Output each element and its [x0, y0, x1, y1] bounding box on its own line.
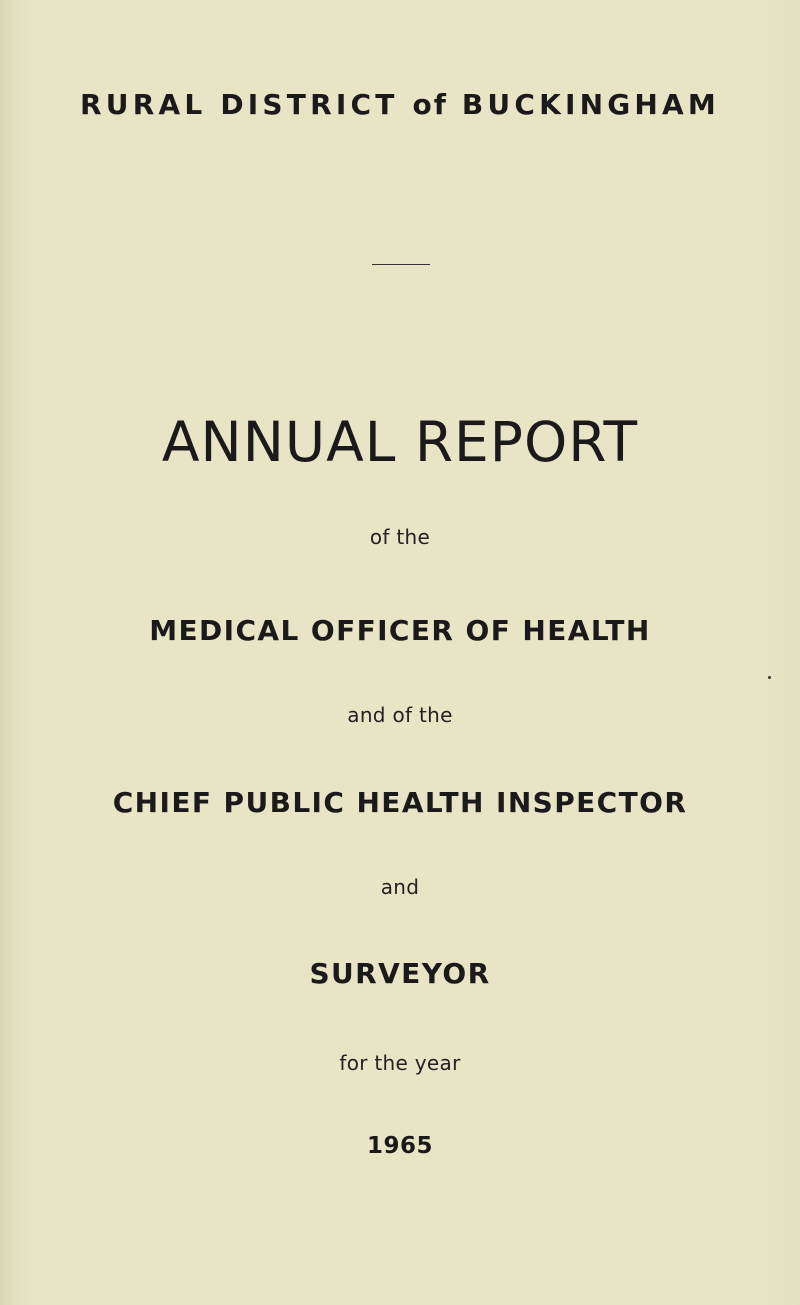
and-of-the-text: and of the [347, 703, 453, 727]
district-name: BUCKINGHAM [461, 88, 720, 121]
district-of: of [412, 88, 448, 121]
report-title: ANNUAL REPORT [161, 410, 639, 474]
surveyor-heading: SURVEYOR [309, 957, 491, 990]
district-heading [0, 88, 800, 121]
paper-speck [768, 676, 771, 679]
chief-inspector-heading: CHIEF PUBLIC HEALTH INSPECTOR [112, 786, 688, 819]
medical-officer-heading: MEDICAL OFFICER OF HEALTH [149, 614, 651, 647]
district-prefix: RURAL DISTRICT [80, 88, 399, 121]
for-the-year-text: for the year [339, 1051, 461, 1075]
and-text: and [380, 875, 420, 899]
report-year: 1965 [366, 1133, 433, 1159]
divider-rule [372, 264, 430, 265]
of-the-text: of the [369, 525, 431, 549]
